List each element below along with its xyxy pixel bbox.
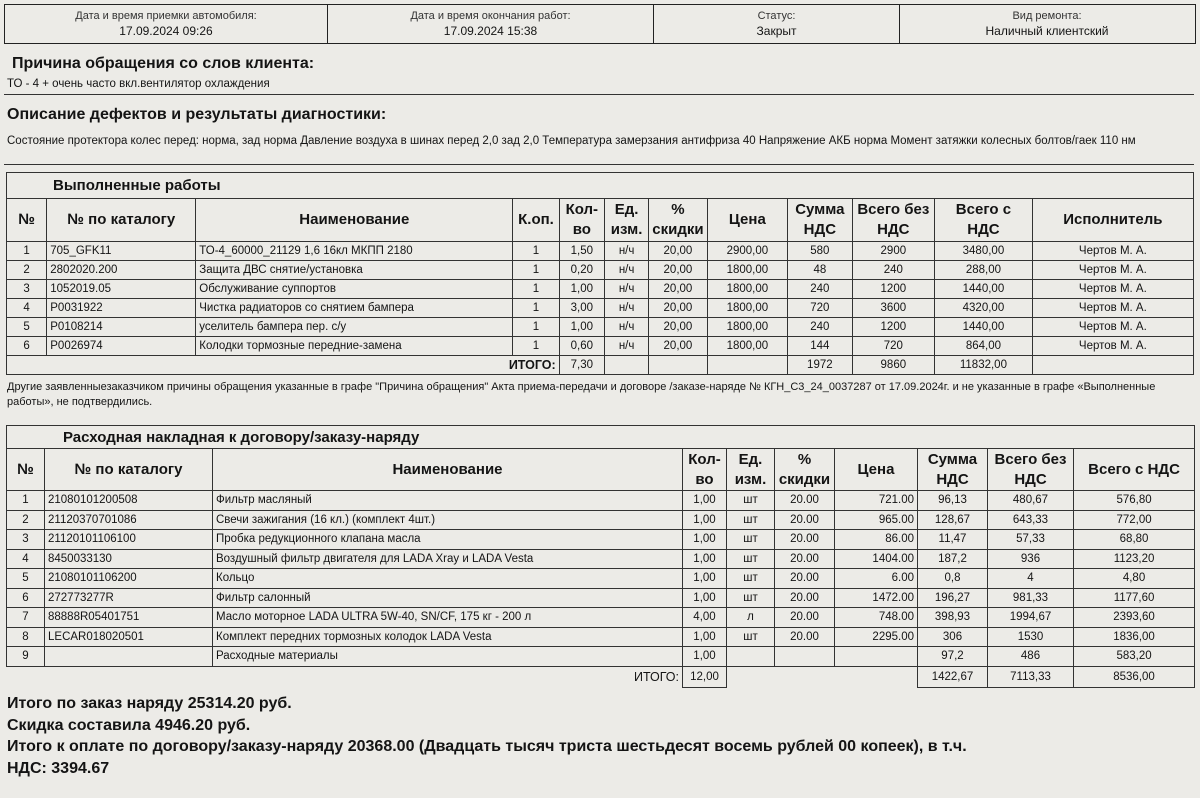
table-cell: 576,80 [1074, 491, 1195, 511]
table-cell: 1 [513, 318, 559, 337]
summary-discount: Скидка составила 4946.20 руб. [7, 716, 251, 734]
table-cell: Чертов М. А. [1032, 242, 1193, 261]
works-table [6, 172, 1194, 375]
table-cell: 1,00 [683, 627, 727, 647]
table-cell: 720 [788, 299, 852, 318]
table-cell: Расходные материалы [213, 647, 683, 667]
defects-title: Описание дефектов и результаты диагностики: [7, 106, 387, 123]
finished-value: 17.09.2024 15:38 [443, 24, 538, 38]
finished-label: Дата и время окончания работ: [410, 10, 571, 22]
table-cell [45, 647, 213, 667]
table-cell: 21120101106100 [45, 530, 213, 550]
table-cell [775, 647, 835, 667]
table-cell: 1836,00 [1074, 627, 1195, 647]
table-cell: 20.00 [775, 530, 835, 550]
finished-cell [328, 5, 654, 43]
table-cell: 1800,00 [707, 299, 788, 318]
col-header: Ед. изм. [727, 449, 775, 491]
table-cell: шт [727, 510, 775, 530]
table-cell: 1472.00 [835, 588, 918, 608]
table-cell: ТО-4_60000_21129 1,6 16кл МКПП 2180 [196, 242, 513, 261]
table-cell: Пробка редукционного клапана масла [213, 530, 683, 550]
table-cell: Чертов М. А. [1032, 299, 1193, 318]
col-header: № [7, 199, 47, 242]
col-header: Всего без НДС [988, 449, 1074, 491]
col-header: Цена [835, 449, 918, 491]
table-cell: 1,00 [683, 569, 727, 589]
summary-to-pay: Итого к оплате по договору/заказу-наряду 20368.00 (Двадцать тысяч триста шестьдесят восемь рублей 00 копеек), в т.ч. [7, 738, 967, 755]
parts-total-vat: 1422,67 [918, 666, 988, 687]
table-cell: P0108214 [47, 318, 196, 337]
table-cell: 7 [7, 608, 45, 628]
parts-total-row [7, 666, 1195, 687]
table-cell: 1,00 [683, 647, 727, 667]
table-row [7, 647, 1195, 667]
table-cell: 3 [7, 530, 45, 550]
col-header: Сумма НДС [788, 199, 852, 242]
table-cell: шт [727, 588, 775, 608]
table-cell: 1 [513, 261, 559, 280]
reason-text: ТО - 4 + очень часто вкл.вентилятор охлаждения [7, 78, 270, 90]
status-label: Статус: [757, 10, 796, 22]
table-cell: Чертов М. А. [1032, 261, 1193, 280]
parts-total-gross: 8536,00 [1074, 666, 1195, 687]
reason-title: Причина обращения со слов клиента: [12, 55, 315, 72]
table-cell: 187,2 [918, 549, 988, 569]
table-cell: 86.00 [835, 530, 918, 550]
parts-body [7, 491, 1195, 667]
works-total-qty: 7,30 [559, 356, 604, 375]
table-cell: 4 [7, 299, 47, 318]
table-cell: 48 [788, 261, 852, 280]
works-total-row [7, 356, 1194, 375]
col-header: Кол-во [559, 199, 604, 242]
table-cell: Чертов М. А. [1032, 280, 1193, 299]
table-cell: 3600 [852, 299, 935, 318]
divider [4, 94, 1194, 95]
table-cell: 4 [988, 569, 1074, 589]
table-cell: 6.00 [835, 569, 918, 589]
table-cell: 20.00 [775, 608, 835, 628]
col-header: Исполнитель [1032, 199, 1193, 242]
table-row [7, 627, 1195, 647]
table-cell: 11,47 [918, 530, 988, 550]
table-cell: 1994,67 [988, 608, 1074, 628]
table-cell: шт [727, 549, 775, 569]
table-row [7, 299, 1194, 318]
summary-total: Итого по заказ наряду 25314.20 руб. [7, 695, 292, 712]
order-summary [7, 693, 967, 779]
table-cell: 88888R05401751 [45, 608, 213, 628]
table-cell: 20.00 [775, 491, 835, 511]
table-cell: 0,60 [559, 337, 604, 356]
table-cell: 1,00 [683, 491, 727, 511]
works-total-net: 9860 [852, 356, 935, 375]
parts-caption: Расходная накладная к договору/заказу-наряду [7, 426, 1195, 449]
table-cell: н/ч [604, 242, 648, 261]
works-total-gross: 11832,00 [935, 356, 1033, 375]
col-header: % скидки [775, 449, 835, 491]
table-cell: 21080101200508 [45, 491, 213, 511]
table-cell: 1800,00 [707, 318, 788, 337]
col-header: Ед. изм. [604, 199, 648, 242]
table-cell: 240 [788, 318, 852, 337]
table-cell: 1530 [988, 627, 1074, 647]
table-cell: 721.00 [835, 491, 918, 511]
repair-type-label: Вид ремонта: [1012, 10, 1082, 22]
table-cell: Обслуживание суппортов [196, 280, 513, 299]
table-cell: н/ч [604, 299, 648, 318]
received-cell [5, 5, 328, 43]
table-cell: л [727, 608, 775, 628]
table-cell: 1800,00 [707, 280, 788, 299]
parts-total-qty: 12,00 [683, 666, 727, 687]
table-cell: 1052019.05 [47, 280, 196, 299]
table-cell: уселитель бампера пер. с/у [196, 318, 513, 337]
works-total-vat: 1972 [788, 356, 852, 375]
table-cell: 20,00 [649, 299, 707, 318]
works-header-row [7, 199, 1194, 242]
table-cell: 2295.00 [835, 627, 918, 647]
table-cell: 1,00 [683, 530, 727, 550]
table-cell: 1123,20 [1074, 549, 1195, 569]
table-cell: 97,2 [918, 647, 988, 667]
table-cell: 1 [7, 491, 45, 511]
col-header: № по каталогу [47, 199, 196, 242]
table-cell: Воздушный фильтр двигателя для LADA Xray и LADA Vesta [213, 549, 683, 569]
table-row [7, 280, 1194, 299]
table-cell: Свечи зажигания (16 кл.) (комплект 4шт.) [213, 510, 683, 530]
col-header: Наименование [213, 449, 683, 491]
table-cell: 705_GFK11 [47, 242, 196, 261]
table-cell: 20.00 [775, 510, 835, 530]
table-cell: 580 [788, 242, 852, 261]
table-cell: 4320,00 [935, 299, 1033, 318]
table-cell: 1,00 [683, 510, 727, 530]
table-cell: 2393,60 [1074, 608, 1195, 628]
table-row [7, 549, 1195, 569]
table-cell: Масло моторное LADA ULTRA 5W-40, SN/CF, 175 кг - 200 л [213, 608, 683, 628]
table-cell: 5 [7, 569, 45, 589]
table-row [7, 588, 1195, 608]
table-cell [835, 647, 918, 667]
table-cell: 772,00 [1074, 510, 1195, 530]
table-cell: Фильтр масляный [213, 491, 683, 511]
table-row [7, 318, 1194, 337]
parts-total-label: ИТОГО: [7, 666, 683, 687]
table-cell: 2900,00 [707, 242, 788, 261]
table-cell: 272773277R [45, 588, 213, 608]
table-cell: 21120370701086 [45, 510, 213, 530]
table-cell: 57,33 [988, 530, 1074, 550]
table-cell: 96,13 [918, 491, 988, 511]
table-cell: шт [727, 530, 775, 550]
table-cell: 1440,00 [935, 318, 1033, 337]
table-cell: 4,80 [1074, 569, 1195, 589]
table-cell: 21080101106200 [45, 569, 213, 589]
table-cell: 1 [513, 242, 559, 261]
parts-total-net: 7113,33 [988, 666, 1074, 687]
table-cell: 486 [988, 647, 1074, 667]
table-cell: 0,8 [918, 569, 988, 589]
table-cell: 306 [918, 627, 988, 647]
table-cell: 20.00 [775, 569, 835, 589]
table-cell: н/ч [604, 318, 648, 337]
table-cell: 6 [7, 337, 47, 356]
table-cell: 20,00 [649, 337, 707, 356]
table-row [7, 569, 1195, 589]
table-cell: 20,00 [649, 318, 707, 337]
table-cell: 20,00 [649, 242, 707, 261]
table-cell: 1 [513, 337, 559, 356]
table-cell: 1,50 [559, 242, 604, 261]
table-cell: шт [727, 569, 775, 589]
table-row [7, 261, 1194, 280]
works-body [7, 242, 1194, 356]
table-cell: 583,20 [1074, 647, 1195, 667]
note-text: Другие заявленныезаказчиком причины обращения указанные в графе "Причина обращения" Акта приема-передачи и договоре /заказе-наряде № КГН_С3_24_0037287 от 17.09.2024г. и не указанные в графе «Выполненные работы», не подтвердились. [7, 381, 1156, 408]
table-cell: 20.00 [775, 588, 835, 608]
divider [4, 164, 1194, 165]
table-cell: 1,00 [683, 588, 727, 608]
table-cell: 1200 [852, 318, 935, 337]
table-cell: Кольцо [213, 569, 683, 589]
defects-text: Состояние протектора колес перед: норма, зад норма Давление воздуха в шинах перед 2,0 зад 2,0 Температура замерзания антифриза 40 Напряжение АКБ норма Момент затяжки колесных болтов/гаек 110 нм [7, 135, 1136, 147]
table-cell: 1,00 [559, 280, 604, 299]
table-cell: 720 [852, 337, 935, 356]
col-header: % скидки [649, 199, 707, 242]
col-header: Всего с НДС [935, 199, 1033, 242]
table-cell: 3480,00 [935, 242, 1033, 261]
table-cell: 1800,00 [707, 337, 788, 356]
table-cell: 3 [7, 280, 47, 299]
table-cell: 2900 [852, 242, 935, 261]
table-row [7, 491, 1195, 511]
table-row [7, 337, 1194, 356]
table-cell: 2802020.200 [47, 261, 196, 280]
table-cell: Комплект передних тормозных колодок LADA Vesta [213, 627, 683, 647]
table-cell: Защита ДВС снятие/установка [196, 261, 513, 280]
table-cell: LECAR018020501 [45, 627, 213, 647]
table-cell: P0031922 [47, 299, 196, 318]
col-header: Наименование [196, 199, 513, 242]
col-header: № [7, 449, 45, 491]
table-cell: P0026974 [47, 337, 196, 356]
table-cell: 748.00 [835, 608, 918, 628]
table-cell: 8450033130 [45, 549, 213, 569]
table-cell: 68,80 [1074, 530, 1195, 550]
table-cell [727, 647, 775, 667]
table-cell: 1 [513, 299, 559, 318]
table-cell: 398,93 [918, 608, 988, 628]
parts-header-row [7, 449, 1195, 491]
table-cell: 1,00 [559, 318, 604, 337]
table-cell: 643,33 [988, 510, 1074, 530]
table-cell: 936 [988, 549, 1074, 569]
table-cell: 9 [7, 647, 45, 667]
table-cell: шт [727, 491, 775, 511]
table-cell: н/ч [604, 280, 648, 299]
table-cell: 196,27 [918, 588, 988, 608]
table-cell: 20,00 [649, 261, 707, 280]
table-cell: 3,00 [559, 299, 604, 318]
table-cell: 1,00 [683, 549, 727, 569]
status-value: Закрыт [756, 24, 797, 38]
table-cell: шт [727, 627, 775, 647]
table-row [7, 242, 1194, 261]
table-cell: 1800,00 [707, 261, 788, 280]
col-header: Кол-во [683, 449, 727, 491]
table-cell: н/ч [604, 337, 648, 356]
table-cell: 0,20 [559, 261, 604, 280]
table-cell: 240 [788, 280, 852, 299]
table-cell: 1404.00 [835, 549, 918, 569]
table-cell: 864,00 [935, 337, 1033, 356]
table-cell: н/ч [604, 261, 648, 280]
table-cell: 2 [7, 261, 47, 280]
table-cell: Чистка радиаторов со снятием бампера [196, 299, 513, 318]
table-cell: 20.00 [775, 549, 835, 569]
col-header: Всего без НДС [852, 199, 935, 242]
table-cell: 20,00 [649, 280, 707, 299]
table-cell: 288,00 [935, 261, 1033, 280]
col-header: Всего с НДС [1074, 449, 1195, 491]
table-cell: 480,67 [988, 491, 1074, 511]
table-cell: 1 [513, 280, 559, 299]
header-info-row [4, 4, 1196, 44]
table-cell: 4,00 [683, 608, 727, 628]
table-cell: Колодки тормозные передние-замена [196, 337, 513, 356]
table-row [7, 530, 1195, 550]
col-header: Цена [707, 199, 788, 242]
table-cell: 6 [7, 588, 45, 608]
table-cell: 20.00 [775, 627, 835, 647]
table-row [7, 510, 1195, 530]
repair-type-cell [900, 5, 1194, 43]
table-cell: Чертов М. А. [1032, 318, 1193, 337]
col-header: К.оп. [513, 199, 559, 242]
col-header: Сумма НДС [918, 449, 988, 491]
table-cell: 5 [7, 318, 47, 337]
table-cell: 1440,00 [935, 280, 1033, 299]
table-cell: 1200 [852, 280, 935, 299]
table-cell: 965.00 [835, 510, 918, 530]
table-cell: 144 [788, 337, 852, 356]
table-cell: 1177,60 [1074, 588, 1195, 608]
table-cell: 128,67 [918, 510, 988, 530]
table-cell: 8 [7, 627, 45, 647]
works-total-label: ИТОГО: [7, 356, 560, 375]
col-header: № по каталогу [45, 449, 213, 491]
status-cell [654, 5, 900, 43]
table-cell: 2 [7, 510, 45, 530]
table-cell: 981,33 [988, 588, 1074, 608]
works-caption: Выполненные работы [7, 173, 1194, 199]
repair-type-value: Наличный клиентский [985, 24, 1109, 38]
table-cell: Фильтр салонный [213, 588, 683, 608]
parts-table [6, 425, 1195, 688]
table-cell: 4 [7, 549, 45, 569]
table-cell: 1 [7, 242, 47, 261]
table-cell: Чертов М. А. [1032, 337, 1193, 356]
received-value: 17.09.2024 09:26 [119, 24, 213, 38]
table-row [7, 608, 1195, 628]
table-cell: 240 [852, 261, 935, 280]
summary-vat: НДС: 3394.67 [7, 759, 110, 777]
received-label: Дата и время приемки автомобиля: [75, 10, 257, 22]
